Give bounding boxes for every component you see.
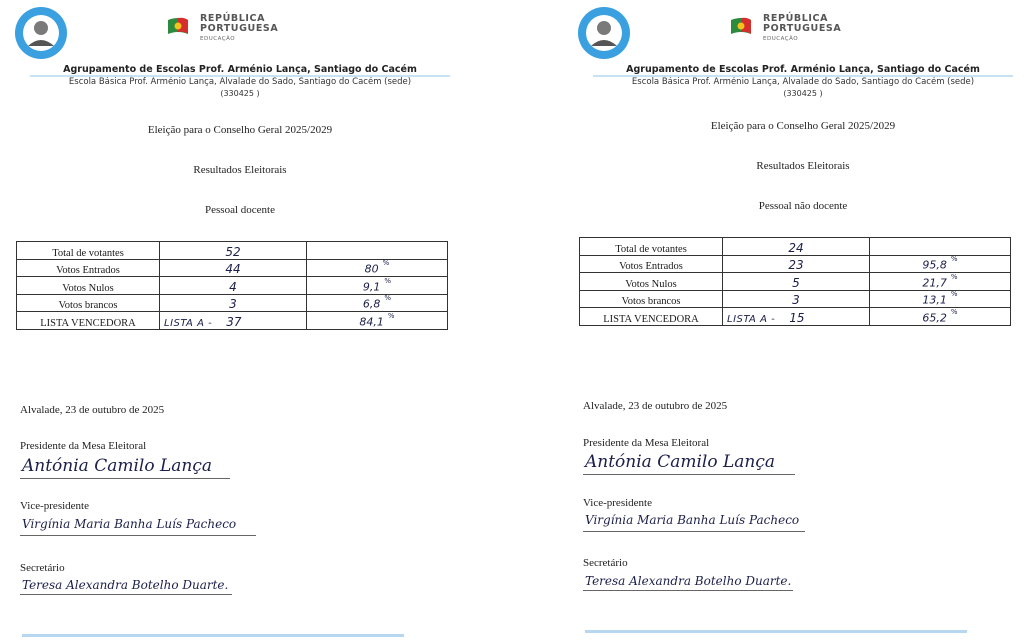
place-date: Alvalade, 23 de outubro de 2025	[583, 400, 728, 412]
entrados-pct: 95,8 %	[870, 255, 1011, 273]
nulos-value: 4	[160, 277, 307, 295]
brancos-pct: 13,1 %	[870, 290, 1011, 308]
signature-line	[583, 531, 805, 532]
school-seal-logo	[577, 6, 631, 60]
brancos-label: Votos brancos	[17, 294, 160, 312]
table-row	[17, 294, 448, 312]
president-signature: Antónia Camilo Lança	[585, 452, 776, 472]
winner-label: LISTA VENCEDORA	[17, 312, 160, 330]
table-row	[580, 308, 1011, 326]
total-label: Total de votantes	[580, 238, 723, 256]
brancos-value: 3	[723, 290, 870, 308]
republica-name: REPÚBLICA PORTUGUESA	[763, 13, 842, 34]
entrados-label: Votos Entrados	[580, 255, 723, 273]
vice-label: Vice-presidente	[20, 500, 89, 512]
secretary-signature: Teresa Alexandra Botelho Duarte.	[22, 578, 229, 592]
brancos-label: Votos brancos	[580, 290, 723, 308]
vice-signature: Virgínia Maria Banha Luís Pacheco	[585, 513, 800, 527]
table-row	[580, 238, 1011, 256]
signature-line	[20, 535, 256, 536]
winner-value: LISTA A - 37	[160, 312, 307, 330]
table-row	[17, 312, 448, 330]
table-row	[580, 255, 1011, 273]
voter-category: Pessoal docente	[205, 204, 275, 216]
ministry-name: EDUCAÇÃO	[200, 36, 236, 42]
results-title: Resultados Eleitorais	[756, 160, 850, 172]
total-label: Total de votantes	[17, 242, 160, 260]
school-address: Escola Básica Prof. Arménio Lança, Alvalade do Sado, Santiago do Cacém (sede)	[631, 77, 975, 87]
winner-label: LISTA VENCEDORA	[580, 308, 723, 326]
nulos-value: 5	[723, 273, 870, 291]
footer-divider	[22, 634, 404, 637]
president-label: Presidente da Mesa Eleitoral	[583, 437, 710, 449]
document-page-nao-docente	[563, 0, 1024, 642]
nulos-label: Votos Nulos	[17, 277, 160, 295]
entrados-value: 23	[723, 255, 870, 273]
entrados-pct: 80 %	[307, 259, 448, 277]
president-label: Presidente da Mesa Eleitoral	[20, 440, 147, 452]
school-address: Escola Básica Prof. Arménio Lança, Alvalade do Sado, Santiago do Cacém (sede)	[68, 77, 412, 87]
total-pct-empty	[307, 242, 448, 260]
secretary-label: Secretário	[20, 562, 65, 574]
signature-line	[583, 474, 795, 475]
portugal-flag-icon	[729, 16, 753, 38]
school-seal-logo	[14, 6, 68, 60]
school-header	[603, 64, 1003, 98]
school-group-title: Agrupamento de Escolas Prof. Arménio Lança, Santiago do Cacém	[626, 64, 980, 75]
total-value: 52	[160, 242, 307, 260]
election-title: Eleição para o Conselho Geral 2025/2029	[147, 124, 333, 136]
total-pct-empty	[870, 238, 1011, 256]
header-divider	[30, 75, 450, 77]
entrados-label: Votos Entrados	[17, 259, 160, 277]
secretary-label: Secretário	[583, 557, 628, 569]
ministry-name: EDUCAÇÃO	[763, 36, 799, 42]
footer-divider	[585, 630, 967, 633]
table-row	[17, 242, 448, 260]
vice-label: Vice-presidente	[583, 497, 652, 509]
portugal-flag-icon	[166, 16, 190, 38]
entrados-value: 44	[160, 259, 307, 277]
table-row	[17, 259, 448, 277]
table-row	[17, 277, 448, 295]
nulos-pct: 9,1 %	[307, 277, 448, 295]
secretary-signature: Teresa Alexandra Botelho Duarte.	[585, 574, 792, 588]
republica-portuguesa-logo	[729, 14, 889, 46]
signature-line	[20, 594, 232, 595]
school-header	[40, 64, 440, 98]
school-group-title: Agrupamento de Escolas Prof. Arménio Lança, Santiago do Cacém	[63, 64, 417, 75]
election-title: Eleição para o Conselho Geral 2025/2029	[710, 120, 896, 132]
document-page-docente	[0, 0, 500, 642]
republica-name: REPÚBLICA PORTUGUESA	[200, 13, 279, 34]
school-code: (330425 )	[783, 89, 823, 98]
vice-signature: Virgínia Maria Banha Luís Pacheco	[22, 517, 237, 531]
brancos-pct: 6,8 %	[307, 294, 448, 312]
header-divider	[593, 75, 1013, 77]
brancos-value: 3	[160, 294, 307, 312]
signature-line	[20, 478, 230, 479]
table-row	[580, 273, 1011, 291]
nulos-pct: 21,7 %	[870, 273, 1011, 291]
winner-pct: 65,2 %	[870, 308, 1011, 326]
winner-pct: 84,1 %	[307, 312, 448, 330]
signature-line	[583, 590, 793, 591]
voter-category: Pessoal não docente	[758, 200, 848, 212]
total-value: 24	[723, 238, 870, 256]
nulos-label: Votos Nulos	[580, 273, 723, 291]
place-date: Alvalade, 23 de outubro de 2025	[20, 404, 165, 416]
president-signature: Antónia Camilo Lança	[22, 456, 213, 476]
school-code: (330425 )	[220, 89, 260, 98]
table-row	[580, 290, 1011, 308]
results-table	[579, 237, 1011, 326]
results-table	[16, 241, 448, 330]
winner-value: LISTA A - 15	[723, 308, 870, 326]
results-title: Resultados Eleitorais	[193, 164, 287, 176]
republica-portuguesa-logo	[166, 14, 326, 46]
